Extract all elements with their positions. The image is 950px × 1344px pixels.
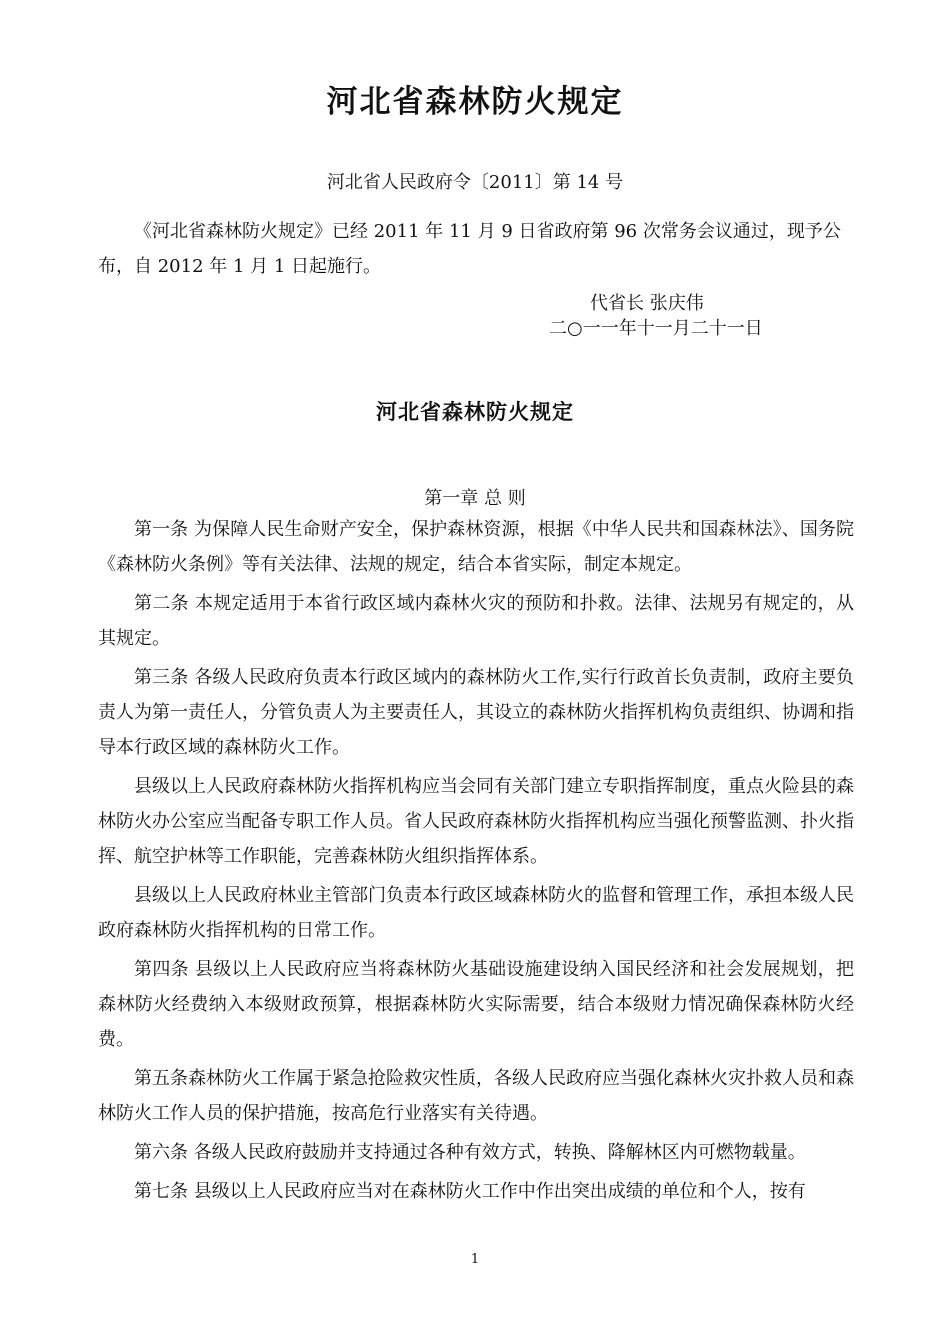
signing-date: 二○一一年十一月二十一日 (549, 318, 763, 339)
signer-name: 代省长 张庆伟 (590, 293, 704, 314)
article-paragraph: 县级以上人民政府森林防火指挥机构应当会同有关部门建立专职指挥制度，重点火险县的森林防火办公室应当配备专职工作人员。省人民政府森林防火指挥机构应当强化预警监测、扑火指挥、航空护林等工作职能，完善森林防火组织指挥体系。 (98, 776, 854, 867)
government-order-number: 河北省人民政府令〔2011〕第 14 号 (326, 172, 624, 193)
article-paragraph: 第七条 县级以上人民政府应当对在森林防火工作中作出突出成绩的单位和个人，按有 (134, 1181, 806, 1202)
page-number: 1 (470, 1252, 480, 1267)
article-paragraph: 第三条 各级人民政府负责本行政区域内的森林防火工作,实行行政首长负责制，政府主要负责人为第一责任人，分管负责人为主要责任人，其设立的森林防火指挥机构负责组织、协调和指导本行政区域的森林防火工作。 (98, 667, 854, 758)
article-paragraph: 县级以上人民政府林业主管部门负责本行政区域森林防火的监督和管理工作，承担本级人民政府森林防火指挥机构的日常工作。 (98, 885, 854, 941)
article-paragraph: 第五条森林防火工作属于紧急抢险救灾性质，各级人民政府应当强化森林火灾扑救人员和森林防火工作人员的保护措施，按高危行业落实有关待遇。 (98, 1068, 854, 1124)
article-paragraph: 第二条 本规定适用于本省行政区域内森林火灾的预防和扑救。法律、法规另有规定的，从其规定。 (98, 593, 854, 649)
article-paragraph: 第一条 为保障人民生命财产安全，保护森林资源，根据《中华人民共和国森林法》、国务院《森林防火条例》等有关法律、法规的规定，结合本省实际，制定本规定。 (98, 519, 854, 575)
document-title: 河北省森林防火规定 (326, 84, 624, 120)
article-paragraph: 第四条 县级以上人民政府应当将森林防火基础设施建设纳入国民经济和社会发展规划，把森林防火经费纳入本级财政预算，根据森林防火实际需要，结合本级财力情况确保森林防火经费。 (98, 959, 854, 1050)
promulgation-paragraph: 《河北省森林防火规定》已经 2011 年 11 月 9 日省政府第 96 次常务会议通过，现予公布，自 2012 年 1 月 1 日起施行。 (98, 221, 841, 277)
article-paragraph: 第六条 各级人民政府鼓励并支持通过各种有效方式，转换、降解林区内可燃物载量。 (134, 1142, 806, 1163)
chapter-heading: 第一章 总 则 (424, 488, 526, 509)
regulation-subtitle: 河北省森林防火规定 (376, 400, 574, 424)
article-list (98, 512, 854, 1213)
